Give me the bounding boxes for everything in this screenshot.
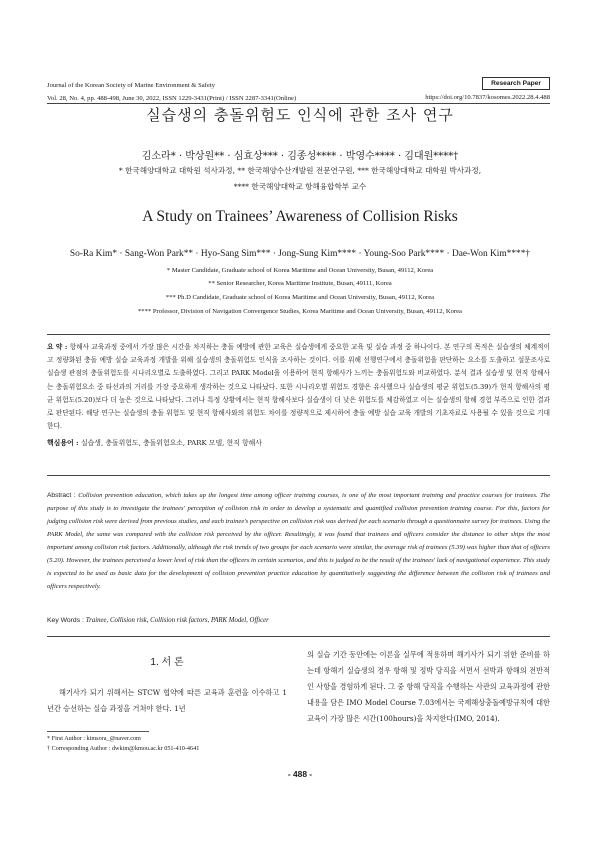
journal-header [47,80,407,105]
korean-keywords-label: 핵심용어 : [47,439,81,447]
korean-affiliation-2: **** 한국해양대학교 항해융합학부 교수 [233,182,367,191]
abstract-bottom-rule [47,636,550,637]
english-title: A Study on Trainees’ Awareness of Collision Risks [142,208,458,225]
korean-abstract-text: 항해사 교육과정 중에서 가장 많은 시간을 차지하는 충돌 예방에 관한 교육은 실습생에게 중요한 교육 및 실습 과정 중 하나이다. 본 연구의 목적은 실습생의 체계적이고 정량화된 충돌 예방 실습 교육과정 개발을 위해 실습생의 충돌위험도 인식을 조사하는 것이다. 이를 위해 선행연구에서 충돌위험을 판단하는 요소를 도출하고 설문조사로 실습생 관점의 충돌위험도를 시나리오별로 도출하였다. 그리고 PARK Model을 이용하여 현직 항해사가 느끼는 충돌위험도와 비교하였다. 분석 결과 실습생 및 현직 항해사는 충돌위험요소 중 타선과의 거리를 가장 중요하게 생각하는 것으로 나타났다. 또한 시나리오별 위험도 경향은 유사했으나 실습생의 평균 위험도(5.39)가 현직 항해사의 평균 위험도(5.20)보다 더 높은 것으로 나타났다. 그러나 특정 상황에서는 현직 항해사보다 실습생이 더 낮은 위험도를 체감하였고 이는 실습생의 항해 경험 부족으로 인한 결과로 판단된다. 해당 연구는 실습생의 충돌 위험도 및 현직 항해사와의 위험도 차이를 정량적으로 제시하여 충돌 예방 실습 교육 개발의 기초자료로 사용될 수 있을 것으로 기대한다. [47,343,550,431]
korean-affiliation-1: * 한국해양대학교 대학원 석사과정, ** 한국해양수산개발원 전문연구원, *** 한국해양대학교 대학원 박사과정, [118,166,482,175]
footnote-corresponding-author: † Corresponding Author : dwkim@kmou.ac.kr 051-410-4641 [47,745,200,752]
body-left-column: 해기사가 되기 위해서는 STCW 협약에 따른 교육과 훈련을 이수하고 1년간 승선하는 실습 과정을 거쳐야 한다. 1년 [47,688,287,713]
korean-keywords-text: 실습생, 충돌위험도, 충돌위험요소, PARK 모델, 현직 항해사 [80,439,262,447]
journal-name: Journal of the Korean Society of Marine Environment & Safety [47,82,215,89]
footnote-first-author: * First Author : kimsora_@naver.com [47,735,141,742]
volume-line: Vol. 28, No. 4, pp. 488-498, June 30, 2022, ISSN 1229-3431(Print) / ISSN 2287-3341(Online) [47,94,297,102]
korean-title: 실습생의 충돌위험도 인식에 관한 조사 연구 [146,106,454,124]
english-abstract-label: Abstract : [47,492,79,499]
research-paper-badge: Research Paper [482,77,550,90]
english-affiliation-3: *** Ph.D Candidate, Graduate school of Korea Maritime and Ocean University, Busan, 49112, Korea [165,294,435,301]
footnote-rule [47,731,149,732]
korean-authors: 김소라* · 박상원** · 심효상*** · 김종성**** · 박영수**** · 김대원****† [141,151,459,162]
korean-abstract [47,341,550,433]
english-keywords-text: Trainee, Collision risk, Collision risk factors, PARK Model, Officer [85,617,269,624]
section-heading: 1. 서 론 [150,657,184,668]
english-affiliation-1: * Master Candidate, Graduate school of Korea Maritime and Ocean University, Busan, 49112, Korea [166,267,434,274]
doi-link[interactable]: https://doi.org/10.7837/kosomes.2022.28.4.488 [425,94,550,101]
page-number: - 488 - [287,769,313,779]
english-authors: So-Ra Kim* · Sang-Won Park** · Hyo-Sang Sim*** · Jong-Sung Kim**** · Young-Soo Park**** · Dae-Won Kim****† [69,249,531,259]
english-affiliation-2: ** Senior Researcher, Korea Maritime Institute, Busan, 49111, Korea [208,280,392,287]
english-keywords [47,617,550,624]
english-abstract-text: Collision prevention education, which takes up the longest time among officer training courses, is one of the most important training and practice courses for trainees. The purpose of this study is to investigate the trainees' perception of collision risk in order to develop a systematic and quantified collision prevention training course. For this, factors for judging collision risk were derived from previous studies, and each trainee's perspective on collision risk was derived for each scenario through a questionnaire survey for trainees. Using the PARK Model, the same was compared with the collision risk perceived by the officer. Resultingly, it was found that trainees and officers consider the distance to other ships the most important among collision risk factors. Additionally, although the risk trends of two groups for each scenario were similar, the average risk of trainees (5.39) was higher than that of officers (5.20). However, the trainees perceived a lower level of risk than the officers in certain scenarios, and this is judged to be the result of the trainees' lack of navigational experience. This study is expected to be used as basic data for the development of collision prevention practice education by quantitatively suggesting the difference between the collision risk of trainees and officers respectively. [47,492,551,590]
body-right-column: 의 실습 기간 동안에는 이론을 실무에 적용하며 해기사가 되기 위한 준비를 하는데 항해기 실습생의 경우 항해 및 정박 당직을 서면서 선박과 항해의 전반적인 사항을 경험하게 된다. 그 중 항해 당직을 수행하는 사관의 교육과정에 관한 내용을 담은 IMO Model Course 7.03에서는 국제해상충돌예방규칙에 대한 교육이 가장 많은 시간(100hours)을 차지한다(IMO, 2014). [307,650,550,723]
english-abstract [47,489,550,593]
korean-abstract-label: 요 약 : [47,343,70,351]
english-affiliation-4: **** Professor, Division of Navigation Convergence Studies, Korea Maritime and Ocean University, Busan, 49112, Korea [138,308,462,315]
abstract-top-rule [47,334,550,335]
abstract-mid-rule [47,475,550,476]
english-keywords-label: Key Words : [47,617,86,624]
korean-keywords [47,437,550,447]
